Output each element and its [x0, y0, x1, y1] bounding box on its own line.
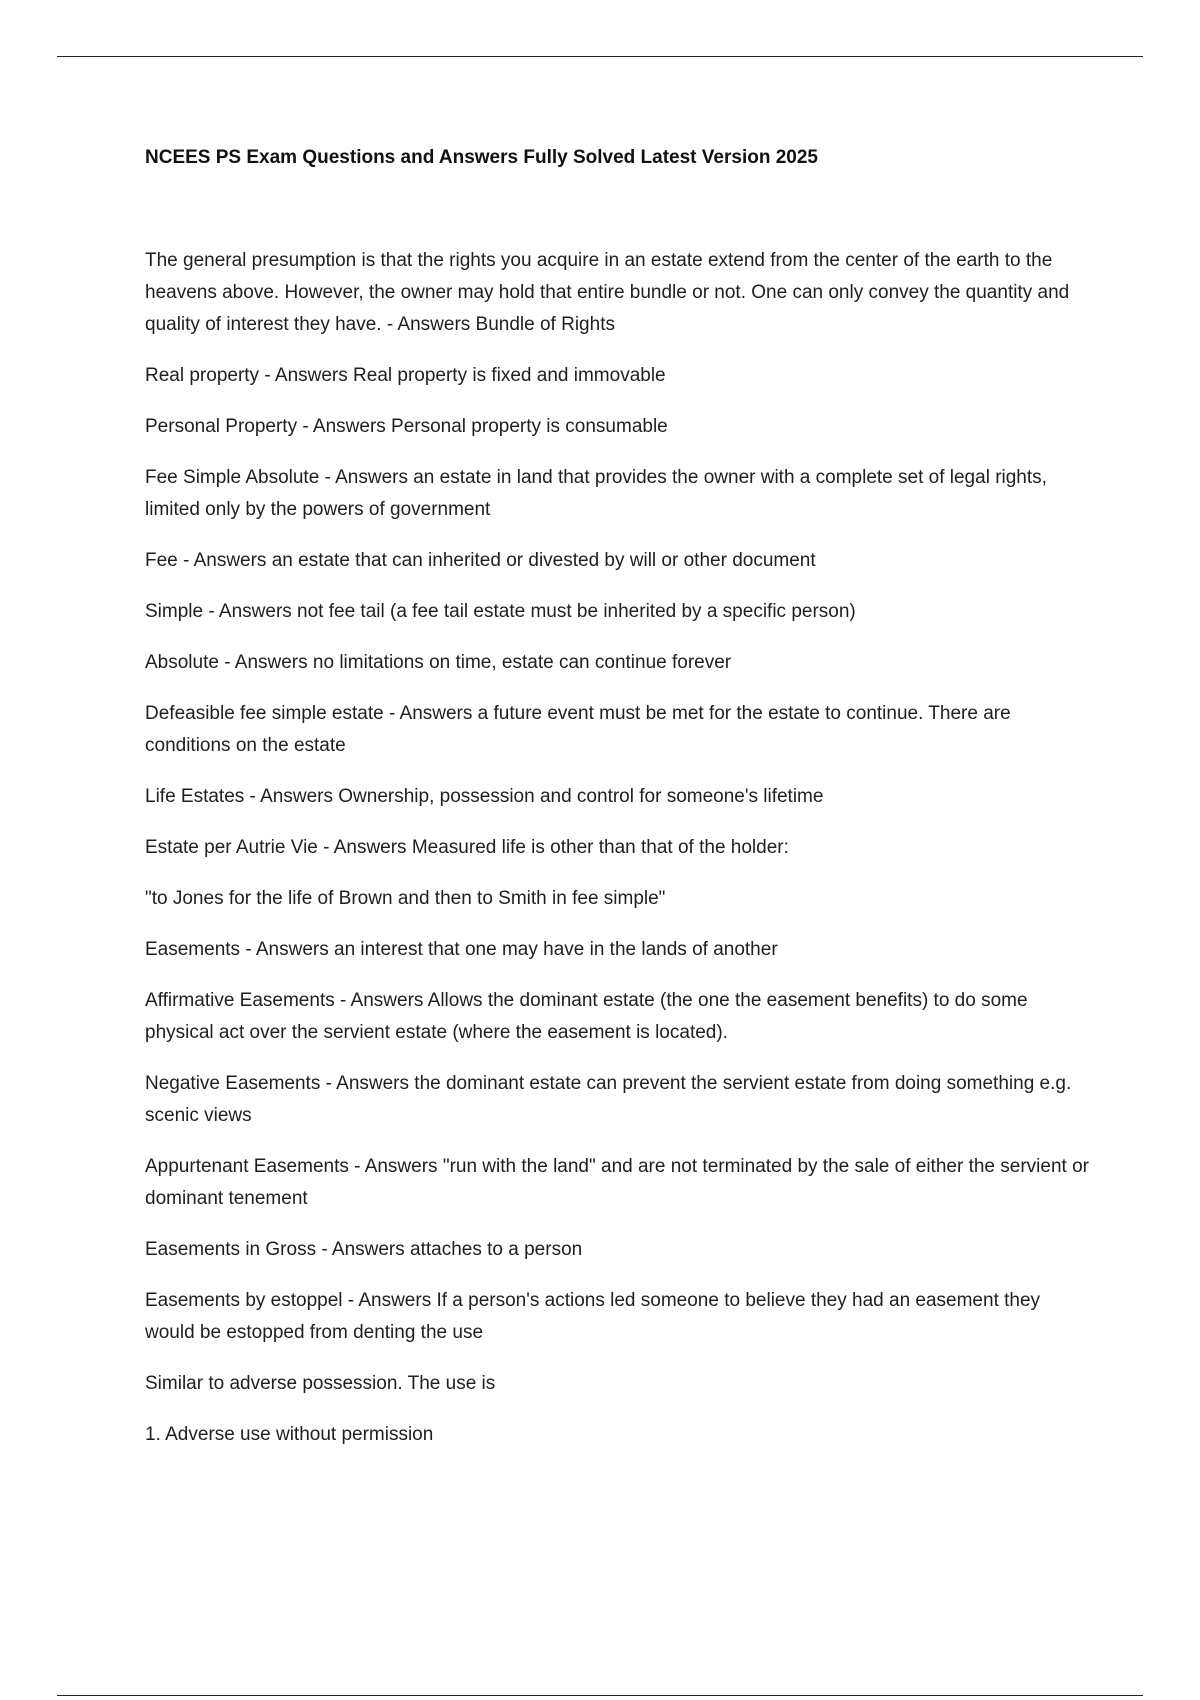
- qa-entry: Fee - Answers an estate that can inherited or divested by will or other document: [145, 550, 816, 571]
- qa-entry: Real property - Answers Real property is fixed and immovable: [145, 365, 666, 386]
- qa-entry: Life Estates - Answers Ownership, possession and control for someone's lifetime: [145, 786, 824, 807]
- footer-divider: [57, 1695, 1143, 1696]
- qa-entry: Affirmative Easements - Answers Allows the dominant estate (the one the easement benefits) to do some physical act over the servient estate (where the easement is located).: [145, 990, 1028, 1043]
- qa-entry: 1. Adverse use without permission: [145, 1424, 434, 1445]
- qa-entry: Easements - Answers an interest that one may have in the lands of another: [145, 939, 778, 960]
- document-title: NCEES PS Exam Questions and Answers Fully Solved Latest Version 2025: [145, 147, 818, 168]
- qa-entry: Negative Easements - Answers the dominant estate can prevent the servient estate from doing something e.g. scenic views: [145, 1073, 1072, 1126]
- qa-entry: Fee Simple Absolute - Answers an estate in land that provides the owner with a complete set of legal rights, limited only by the powers of government: [145, 467, 1047, 520]
- qa-entry: Defeasible fee simple estate - Answers a future event must be met for the estate to continue. There are conditions on the estate: [145, 703, 1011, 756]
- qa-entry: "to Jones for the life of Brown and then to Smith in fee simple": [145, 888, 666, 909]
- qa-entry: Similar to adverse possession. The use is: [145, 1373, 496, 1394]
- qa-entry: Easements in Gross - Answers attaches to a person: [145, 1239, 583, 1260]
- qa-entry: Appurtenant Easements - Answers "run with the land" and are not terminated by the sale of either the servient or dominant tenement: [145, 1156, 1089, 1209]
- header-divider: [57, 56, 1143, 57]
- qa-entry: Absolute - Answers no limitations on time, estate can continue forever: [145, 652, 732, 673]
- qa-entry: Easements by estoppel - Answers If a person's actions led someone to believe they had an easement they would be estopped from denting the use: [145, 1290, 1041, 1343]
- qa-entry: Estate per Autrie Vie - Answers Measured life is other than that of the holder:: [145, 837, 789, 858]
- document-body: [145, 142, 1090, 1470]
- qa-entry: Simple - Answers not fee tail (a fee tail estate must be inherited by a specific person): [145, 601, 856, 622]
- qa-entry: Personal Property - Answers Personal property is consumable: [145, 416, 668, 437]
- qa-entry: The general presumption is that the rights you acquire in an estate extend from the center of the earth to the heavens above. However, the owner may hold that entire bundle or not. One can only convey the quantity and quality of interest they have. - Answers Bundle of Rights: [145, 250, 1070, 335]
